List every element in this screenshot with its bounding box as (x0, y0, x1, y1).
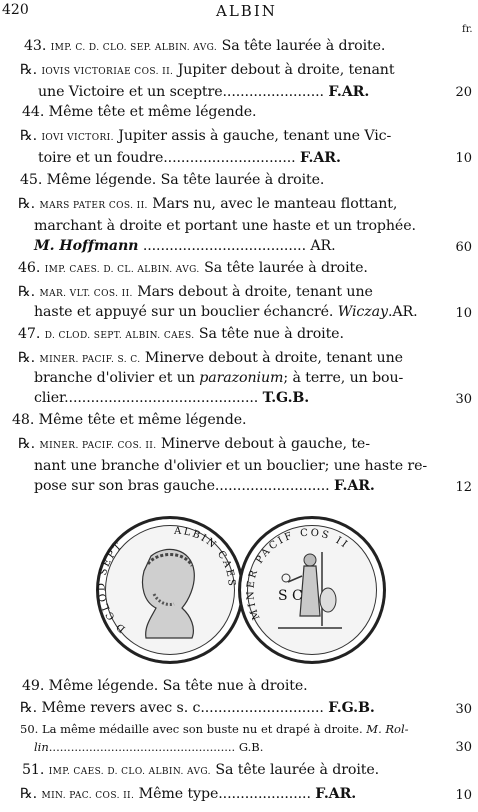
price: 10 (455, 788, 472, 803)
entry-line: 47. D. CLOD. SEPT. ALBIN. CAES. Sa tête nue à droite. (18, 326, 344, 342)
price: 10 (455, 306, 472, 321)
price: 12 (455, 480, 472, 495)
entry-line: nant une branche d'olivier et un bouclier; une haste re- (34, 458, 428, 474)
entry-line: ℞. MINER. PACIF. S. C. Minerve debout à droite, tenant une (18, 350, 403, 366)
page-number: 420 (2, 2, 29, 18)
entry-line: clier............................................ T.G.B. (34, 390, 310, 406)
entry-line: haste et appuyé sur un bouclier échancré. Wiczay.AR. (34, 304, 418, 320)
entry-line: 49. Même légende. Sa tête nue à droite. (22, 678, 308, 694)
price: 30 (455, 740, 472, 755)
entry-line: ℞. IOVI VICTORI. Jupiter assis à gauche, tenant une Vic- (20, 128, 392, 144)
entry-line: ℞. Même revers avec s. c............................ F.G.B. (20, 700, 375, 716)
coin-obverse (96, 516, 244, 664)
entry-line: ℞. MARS PATER COS. II. Mars nu, avec le manteau flottant, (18, 196, 398, 212)
margin-mark: fr. (462, 24, 473, 35)
price: 60 (455, 240, 472, 255)
price: 30 (455, 702, 472, 717)
reverse-field-s: S C (278, 588, 303, 604)
entry-line: 43. IMP. C. D. CLO. SEP. ALBIN. AVG. Sa tête laurée à droite. (24, 38, 386, 54)
price: 10 (455, 151, 472, 166)
svg-text:D CLOD SEPT (97, 540, 128, 634)
reverse-legend: MINER PACIF COS II (245, 527, 351, 622)
entry-line: branche d'olivier et un parazonium; à terre, un bou- (34, 370, 404, 386)
entry-line: ℞. MAR. VLT. COS. II. Mars debout à droite, tenant une (18, 284, 373, 300)
coin-reverse (238, 516, 386, 664)
entry-line: 51. IMP. CAES. D. CLO. ALBIN. AVG. Sa tête laurée à droite. (22, 762, 380, 778)
page-title: ALBIN (216, 2, 277, 20)
entry-line: 45. Même légende. Sa tête laurée à droite. (20, 172, 325, 188)
price: 20 (455, 85, 472, 100)
entry-line: 46. IMP. CAES. D. CL. ALBIN. AVG. Sa tête laurée à droite. (18, 260, 368, 276)
entry-line: 44. Même tête et même légende. (22, 104, 257, 120)
entry-line: toire et un foudre.............................. F.AR. (38, 150, 341, 166)
obverse-legend-right: ALBIN CAES (173, 525, 237, 589)
entry-line: ℞. MIN. PAC. COS. II. Même type..................... F.AR. (20, 786, 357, 802)
entry-line: lin................................................... G.B. (34, 740, 264, 754)
entry-line: M. Hoffmann ..................................... AR. (34, 238, 336, 254)
entry-line: ℞. IOVIS VICTORIAE COS. II. Jupiter debout à droite, tenant (20, 62, 395, 78)
entry-line: 50. La même médaille avec son buste nu et drapé à droite. M. Rol- (20, 722, 409, 736)
entry-line: marchant à droite et portant une haste et un trophée. (34, 218, 416, 234)
obverse-legend-left: D CLOD SEPT (96, 540, 128, 635)
price: 30 (455, 392, 472, 407)
entry-line: ℞. MINER. PACIF. COS. II. Minerve debout à gauche, te- (18, 436, 370, 452)
entry-line: 48. Même tête et même légende. (12, 412, 247, 428)
entry-line: pose sur son bras gauche.......................... F.AR. (34, 478, 375, 494)
entry-line: une Victoire et un sceptre....................... F.AR. (38, 84, 370, 100)
